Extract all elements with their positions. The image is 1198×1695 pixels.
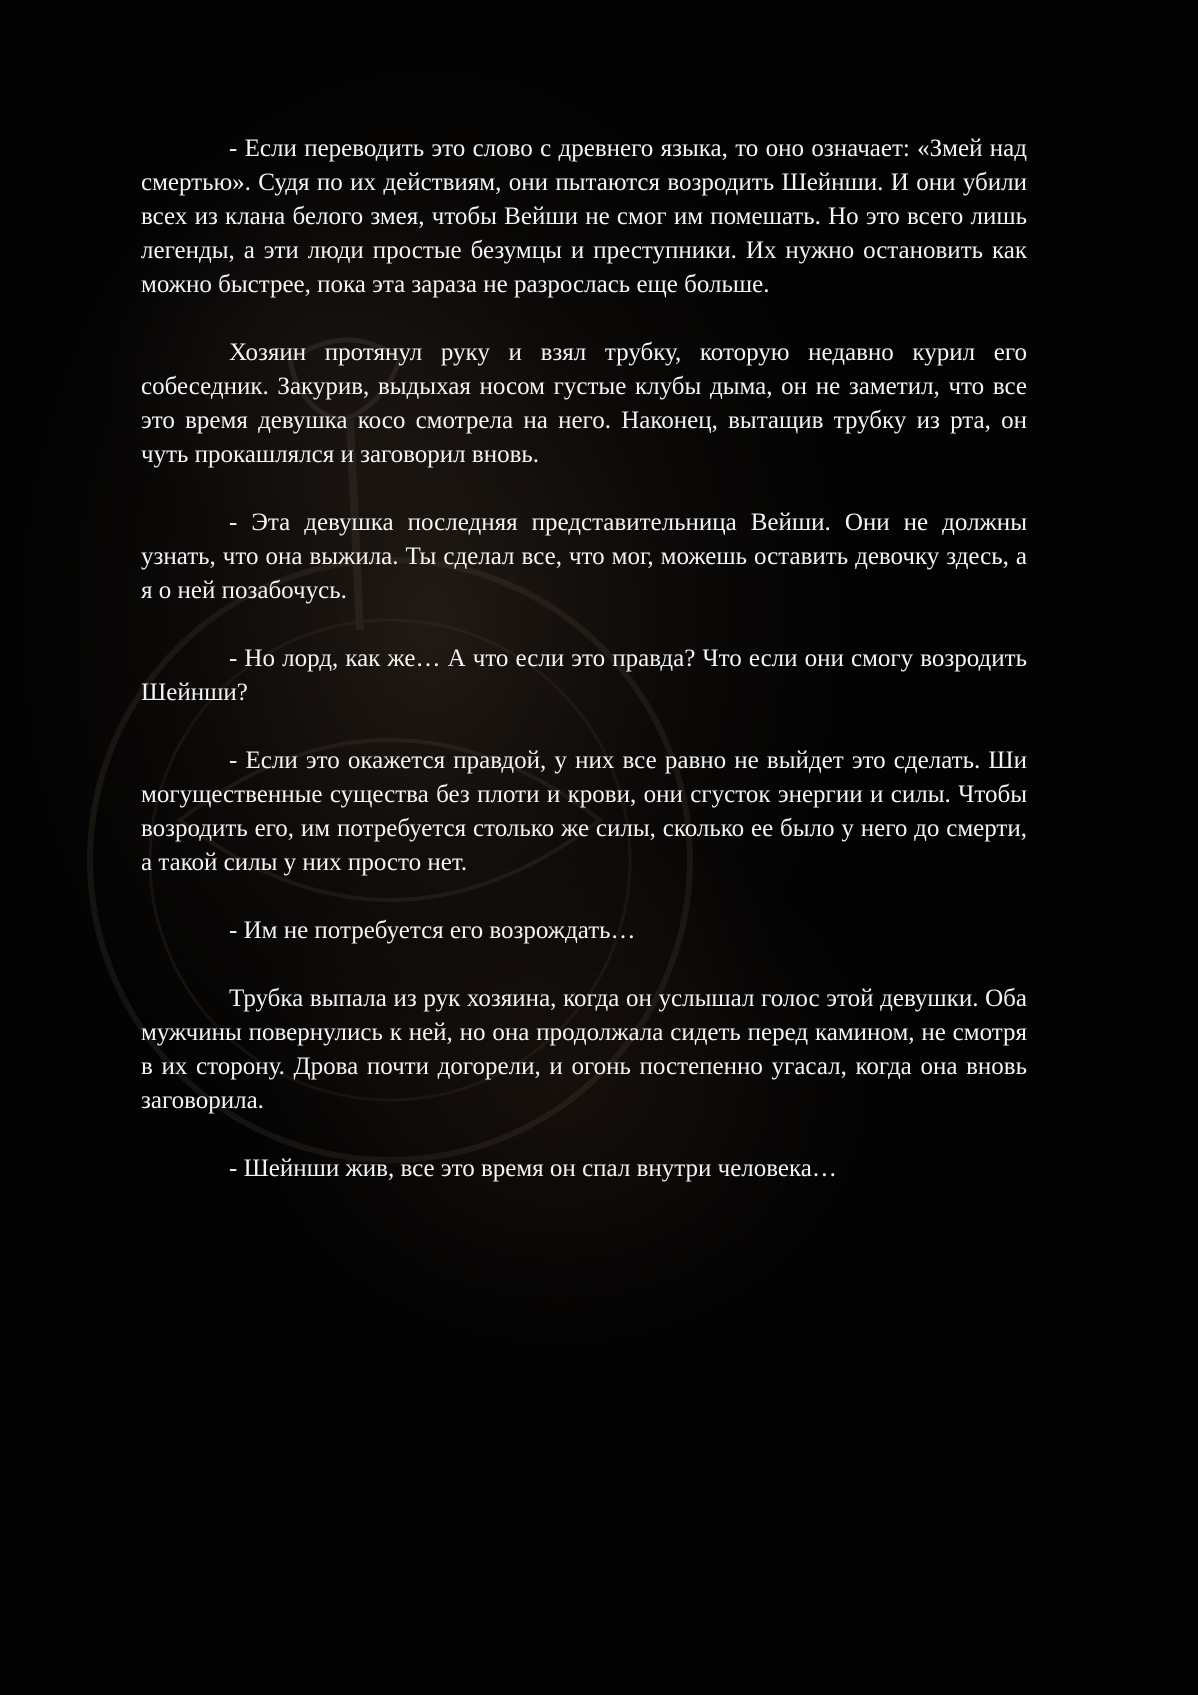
paragraph-3: - Эта девушка последняя представительница Вейши. Они не должны узнать, что она выжила. Ты сделал все, что мог, можешь оставить девочку здесь, а я о ней позабочусь. [141,509,1027,604]
paragraph-6: - Им не потребуется его возрождать… [229,917,636,944]
paragraph-1: - Если переводить это слово с древнего языка, то оно означает: «Змей над смертью». Судя по их действиям, они пытаются возродить Шейнши. И они убили всех из клана белого змея, чтобы Вейши не смог им помешать. Но это всего лишь легенды, а эти люди простые безумцы и преступники. Их нужно остановить как можно быстрее, пока эта зараза не разрослась еще больше. [141,135,1027,298]
story-text [141,132,1027,1220]
paragraph-5: - Если это окажется правдой, у них все равно не выйдет это сделать. Ши могущественные существа без плоти и крови, они сгусток энергии и силы. Чтобы возродить его, им потребуется столько же силы, сколько ее было у него до смерти, а такой силы у них просто нет. [141,747,1027,876]
paragraph-4: - Но лорд, как же… А что если это правда? Что если они смогу возродить Шейнши? [141,645,1027,706]
paragraph-8: - Шейнши жив, все это время он спал внутри человека… [229,1155,837,1182]
paragraph-2: Хозяин протянул руку и взял трубку, которую недавно курил его собеседник. Закурив, выдыхая носом густые клубы дыма, он не заметил, что все это время девушка косо смотрела на него. Наконец, вытащив трубку из рта, он чуть прокашлялся и заговорил вновь. [141,339,1027,468]
paragraph-7: Трубка выпала из рук хозяина, когда он услышал голос этой девушки. Оба мужчины повернулись к ней, но она продолжала сидеть перед камином, не смотря в их сторону. Дрова почти догорели, и огонь постепенно угасал, когда она вновь заговорила. [141,985,1027,1114]
